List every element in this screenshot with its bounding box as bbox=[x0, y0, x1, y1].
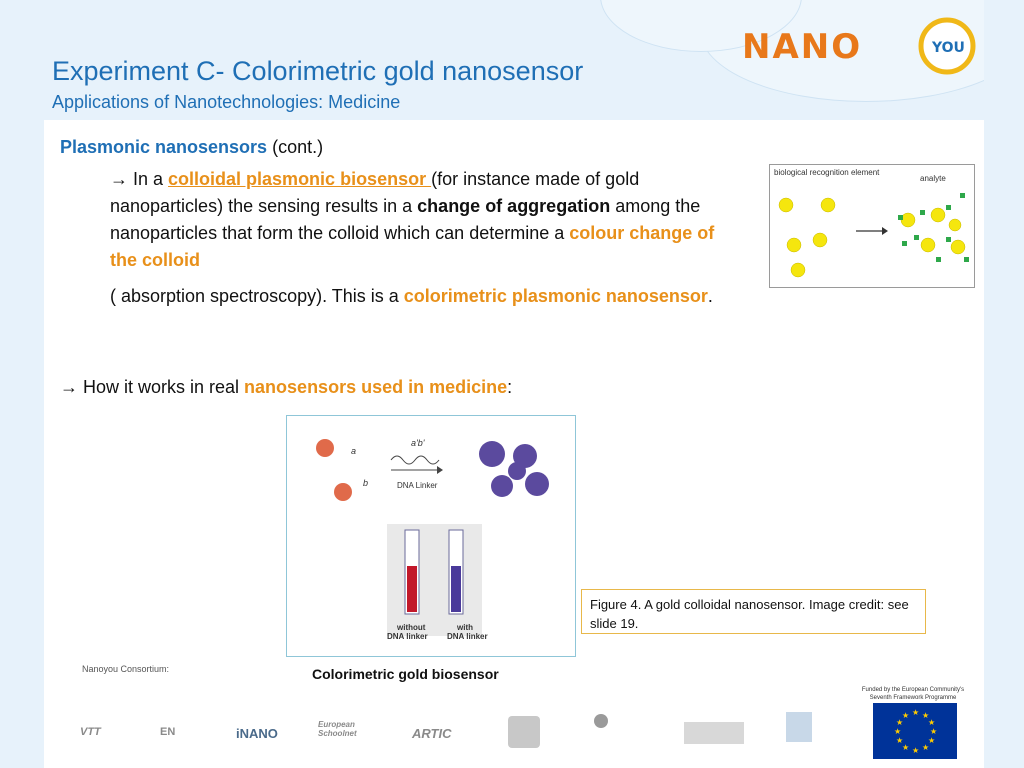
svg-text:★: ★ bbox=[930, 727, 938, 736]
consortium-label: Nanoyou Consortium: bbox=[82, 664, 170, 674]
logo-text: NANO bbox=[742, 27, 863, 67]
label-without: without DNA linker bbox=[387, 623, 428, 641]
svg-text:★: ★ bbox=[928, 718, 936, 727]
section-heading bbox=[60, 134, 323, 161]
analyte-label: analyte bbox=[920, 174, 946, 183]
p2-highlight: colorimetric plasmonic nanosensor bbox=[403, 286, 708, 306]
logo-badge: YOU bbox=[932, 40, 965, 56]
label-a: a bbox=[351, 446, 357, 456]
funding-note: Funded by the European Community's Seventh Framework Programme bbox=[861, 687, 965, 701]
label-with: with DNA linker bbox=[447, 623, 488, 641]
figure-label: Colorimetric gold biosensor bbox=[312, 666, 499, 682]
partner-logo-5 bbox=[508, 716, 540, 748]
slide-subtitle: Applications of Nanotechnologies: Medicine bbox=[52, 92, 401, 112]
p1-text: (for instance made of gold nanoparticles) the sensing results in a bbox=[110, 169, 640, 216]
label-ab: a'b' bbox=[411, 438, 425, 448]
p1-bold: change of aggregation bbox=[417, 196, 611, 216]
right-margin-band bbox=[984, 0, 1024, 768]
svg-text:★: ★ bbox=[922, 711, 930, 720]
svg-text:★: ★ bbox=[928, 736, 936, 745]
svg-text:★: ★ bbox=[922, 743, 930, 752]
recognition-label: biological recognition element bbox=[774, 168, 880, 177]
svg-text:★: ★ bbox=[902, 743, 910, 752]
partner-logo-inano: iNANO bbox=[236, 726, 278, 741]
partner-logo-vtt: VTT bbox=[80, 726, 101, 738]
label-dna-linker: DNA Linker bbox=[397, 481, 438, 490]
figure-caption: Figure 4. A gold colloidal nanosensor. Image credit: see slide 19. bbox=[581, 589, 926, 634]
heading-bold: Plasmonic nanosensors bbox=[60, 137, 268, 157]
heading-rest: (cont.) bbox=[267, 137, 324, 157]
svg-text:★: ★ bbox=[896, 736, 904, 745]
svg-text:★: ★ bbox=[912, 746, 920, 755]
p3-text: : bbox=[507, 377, 513, 397]
svg-text:★: ★ bbox=[912, 708, 920, 717]
svg-text:★: ★ bbox=[902, 711, 910, 720]
partner-logo-schoolnet: European Schoolnet bbox=[318, 720, 357, 738]
eu-flag-icon bbox=[873, 703, 957, 759]
label-b: b bbox=[363, 478, 369, 488]
p1-highlight: colour change of the colloid bbox=[110, 223, 715, 270]
p1-text: → In a bbox=[110, 169, 169, 189]
partner-logo-en: EN bbox=[160, 726, 176, 738]
aggregation-diagram bbox=[769, 164, 975, 288]
p2-text: ( absorption spectroscopy). This is a bbox=[110, 286, 404, 306]
p2-text: . bbox=[707, 286, 713, 306]
paragraph-2 bbox=[110, 283, 735, 310]
svg-text:★: ★ bbox=[894, 727, 902, 736]
partner-logo-artic: ARTIC bbox=[412, 726, 452, 741]
partner-logo-7 bbox=[684, 722, 744, 744]
paragraph-1 bbox=[110, 166, 735, 274]
p3-highlight: nanosensors used in medicine bbox=[244, 377, 508, 397]
p1-text: among the nanoparticles that form the colloid which can determine a bbox=[110, 196, 701, 243]
colloidal-biosensor-link[interactable]: colloidal plasmonic biosensor bbox=[168, 169, 432, 189]
partner-logo-6 bbox=[594, 714, 628, 748]
nanoyou-logo bbox=[742, 10, 982, 80]
partner-logo-8 bbox=[786, 712, 812, 742]
svg-text:★: ★ bbox=[896, 718, 904, 727]
paragraph-3 bbox=[60, 374, 512, 401]
slide-title: Experiment C- Colorimetric gold nanosensor bbox=[52, 56, 584, 86]
left-margin-band bbox=[0, 0, 44, 768]
gold-biosensor-figure bbox=[286, 415, 576, 657]
p3-text: → How it works in real bbox=[60, 377, 245, 397]
